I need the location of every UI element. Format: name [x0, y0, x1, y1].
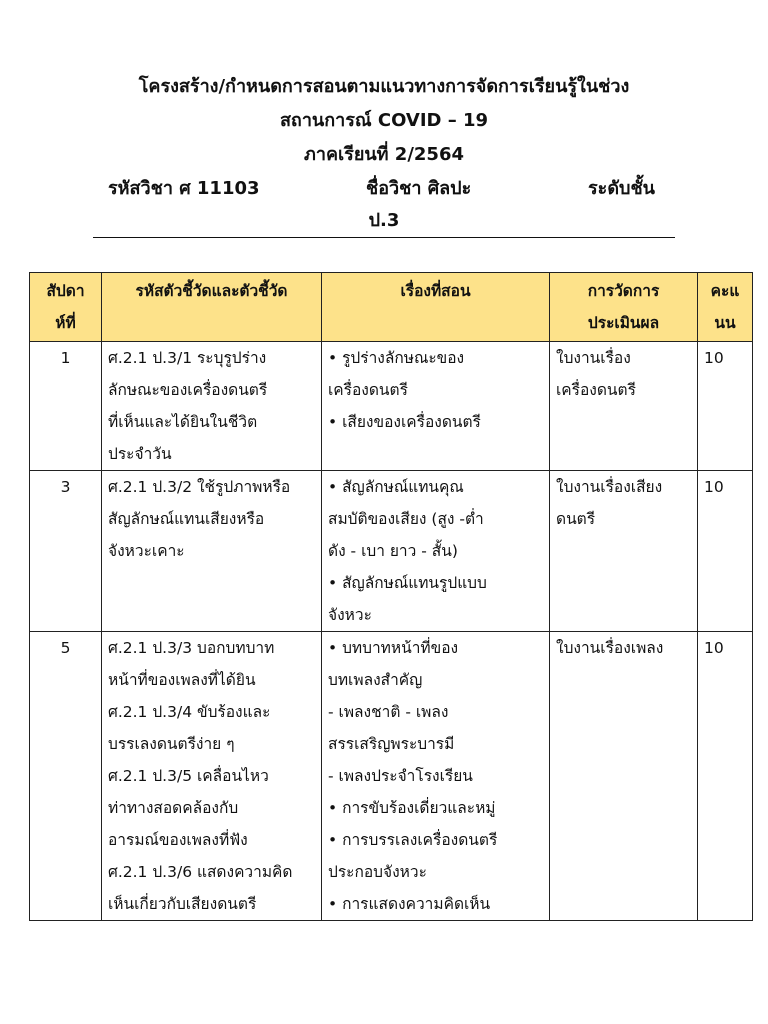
topic-line: • เสียงของเครื่องดนตรี — [328, 406, 543, 438]
course-code: รหัสวิชา ศ 11103 — [108, 178, 260, 199]
document-title-line2: สถานการณ์ COVID – 19 — [279, 110, 489, 131]
indicator-line: ศ.2.1 ป.3/4 ขับร้องและ — [108, 703, 271, 721]
course-info-row — [108, 172, 668, 206]
score-cell: 10 — [698, 471, 753, 632]
assessment-line: ใบงานเรื่องเสียง — [556, 478, 663, 496]
topic-line: • การขับร้องเดี่ยวและหมู่ — [328, 792, 543, 824]
topic-line: • รูปร่างลักษณะของ — [328, 342, 543, 374]
indicator-line: สัญลักษณ์แทนเสียงหรือ — [108, 510, 265, 528]
header-text-line: การวัดการ — [587, 282, 660, 300]
assessment-line: ดนตรี — [556, 510, 596, 528]
indicator-line: จังหวะเคาะ — [108, 542, 185, 560]
level-value: ป.3 — [368, 210, 400, 231]
topic-line: บทเพลงสำคัญ — [328, 671, 423, 689]
indicator-line: เห็นเกี่ยวกับเสียงดนตรี — [108, 895, 257, 913]
header-text-line: เรื่องที่สอน — [400, 282, 471, 300]
header-assessment — [550, 273, 698, 342]
assessment-cell — [550, 342, 698, 471]
indicator-line: ศ.2.1 ป.3/5 เคลื่อนไหว — [108, 767, 269, 785]
topic-line: • สัญลักษณ์แทนรูปแบบ — [328, 567, 543, 599]
topic-line: จังหวะ — [328, 606, 372, 624]
indicator-line: ลักษณะของเครื่องดนตรี — [108, 381, 268, 399]
table-row — [30, 471, 753, 632]
indicator-line: ประจำวัน — [108, 445, 172, 463]
table-row — [30, 632, 753, 921]
header-text-line: สัปดา — [46, 282, 85, 300]
header-topics — [322, 273, 550, 342]
header-divider — [93, 237, 675, 238]
indicator-line: ศ.2.1 ป.3/1 ระบุรูปร่าง — [108, 349, 267, 367]
indicator-line: ที่เห็นและได้ยินในชีวิต — [108, 413, 258, 431]
indicators-cell — [102, 632, 322, 921]
indicator-line: อารมณ์ของเพลงที่ฟัง — [108, 831, 248, 849]
document-header — [0, 70, 768, 172]
week-cell: 3 — [30, 471, 102, 632]
topics-cell — [322, 342, 550, 471]
indicator-line: ศ.2.1 ป.3/2 ใช้รูปภาพหรือ — [108, 478, 291, 496]
header-text-line: ห์ที่ — [55, 314, 76, 332]
topic-line: สมบัติของเสียง (สูง -ต่ำ — [328, 510, 484, 528]
table-row — [30, 342, 753, 471]
topic-line: สรรเสริญพระบารมี — [328, 735, 455, 753]
course-name: ชื่อวิชา ศิลปะ — [366, 178, 472, 199]
topic-line: - เพลงชาติ - เพลง — [328, 703, 449, 721]
indicators-cell — [102, 471, 322, 632]
indicator-line: ศ.2.1 ป.3/3 บอกบทบาท — [108, 639, 275, 657]
topic-line: • บทบาทหน้าที่ของ — [328, 632, 543, 664]
indicator-line: หน้าที่ของเพลงที่ได้ยิน — [108, 671, 256, 689]
indicator-line: ศ.2.1 ป.3/6 แสดงความคิด — [108, 863, 293, 881]
header-indicators — [102, 273, 322, 342]
header-score — [698, 273, 753, 342]
week-cell: 5 — [30, 632, 102, 921]
assessment-line: ใบงานเรื่อง — [556, 349, 631, 367]
assessment-line: เครื่องดนตรี — [556, 381, 636, 399]
topics-cell — [322, 471, 550, 632]
header-text-line: รหัสตัวชี้วัดและตัวชี้วัด — [135, 282, 288, 300]
assessment-cell — [550, 632, 698, 921]
topic-line: ดัง - เบา ยาว - สั้น) — [328, 542, 458, 560]
header-text-line: ประเมินผล — [587, 314, 660, 332]
table-header-row — [30, 273, 753, 342]
score-cell: 10 — [698, 632, 753, 921]
level-label: ระดับชั้น — [588, 178, 655, 199]
topic-line: • การบรรเลงเครื่องดนตรี — [328, 824, 543, 856]
header-week — [30, 273, 102, 342]
score-cell: 10 — [698, 342, 753, 471]
topics-cell — [322, 632, 550, 921]
assessment-cell — [550, 471, 698, 632]
topic-line: เครื่องดนตรี — [328, 381, 408, 399]
topic-line: • การแสดงความคิดเห็น — [328, 888, 543, 920]
header-text-line: คะแ — [710, 282, 740, 300]
indicators-cell — [102, 342, 322, 471]
week-cell: 1 — [30, 342, 102, 471]
semester-label: ภาคเรียนที่ 2/2564 — [303, 144, 464, 165]
topic-line: - เพลงประจำโรงเรียน — [328, 767, 473, 785]
header-text-line: นน — [714, 314, 736, 332]
lesson-plan-table — [29, 272, 753, 921]
document-title-line1: โครงสร้าง/กำหนดการสอนตามแนวทางการจัดการเรียนรู้ในช่วง — [138, 76, 630, 97]
indicator-line: บรรเลงดนตรีง่าย ๆ — [108, 735, 235, 753]
indicator-line: ท่าทางสอดคล้องกับ — [108, 799, 239, 817]
assessment-line: ใบงานเรื่องเพลง — [556, 639, 664, 657]
topic-line: ประกอบจังหวะ — [328, 863, 427, 881]
topic-line: • สัญลักษณ์แทนคุณ — [328, 471, 543, 503]
